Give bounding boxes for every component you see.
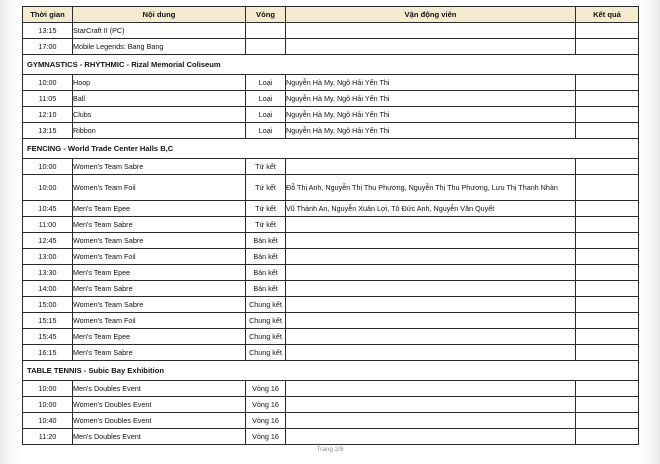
cell-round: Bán kết [246,281,286,297]
cell-round: Chung kết [246,329,286,345]
cell-result [576,107,639,123]
table-header-row [23,7,639,23]
cell-content: Women's Doubles Event [73,397,246,413]
cell-result [576,217,639,233]
cell-result [576,233,639,249]
column-header-content: Nội dung [73,7,246,23]
cell-content: Women's Team Sabre [73,233,246,249]
cell-content: Women's Team Foil [73,175,246,201]
cell-result [576,413,639,429]
cell-round: Tứ kết [246,201,286,217]
section-header-row [23,361,639,381]
cell-athlete [286,297,576,313]
cell-round: Tứ kết [246,159,286,175]
cell-athlete [286,413,576,429]
table-row [23,281,639,297]
table-row [23,413,639,429]
table-row [23,75,639,91]
page-edge-shade-right [640,0,660,464]
cell-athlete: Nguyễn Hà My, Ngô Hải Yến Thi [286,75,576,91]
cell-time: 12:45 [23,233,73,249]
cell-time: 10:00 [23,397,73,413]
cell-time: 10:00 [23,75,73,91]
cell-athlete [286,233,576,249]
cell-athlete [286,265,576,281]
cell-athlete [286,381,576,397]
cell-result [576,381,639,397]
cell-athlete: Vũ Thành An, Nguyễn Xuân Lợi, Tô Đức Anh, Nguyễn Văn Quyết [286,201,576,217]
column-header-time: Thời gian [23,7,73,23]
cell-athlete [286,159,576,175]
cell-round: Tứ kết [246,217,286,233]
cell-athlete [286,345,576,361]
table-row [23,345,639,361]
table-row [23,297,639,313]
table-row [23,381,639,397]
cell-result [576,23,639,39]
cell-content: Men's Team Sabre [73,217,246,233]
column-header-round: Vòng [246,7,286,23]
cell-time: 10:00 [23,381,73,397]
cell-athlete [286,39,576,55]
cell-round: Loại [246,91,286,107]
cell-time: 15:00 [23,297,73,313]
table-row [23,201,639,217]
table-row [23,39,639,55]
cell-result [576,91,639,107]
cell-result [576,123,639,139]
cell-content: StarCraft II (PC) [73,23,246,39]
table-row [23,249,639,265]
cell-result [576,159,639,175]
cell-time: 14:00 [23,281,73,297]
cell-time: 17:00 [23,39,73,55]
schedule-sheet [22,6,638,445]
table-row [23,265,639,281]
cell-content: Ball [73,91,246,107]
cell-athlete [286,23,576,39]
cell-result [576,329,639,345]
cell-result [576,297,639,313]
cell-athlete: Nguyễn Hà My, Ngô Hải Yến Thi [286,91,576,107]
cell-round: Loại [246,123,286,139]
cell-content: Men's Team Sabre [73,345,246,361]
cell-time: 10:00 [23,175,73,201]
cell-content: Men's Team Epee [73,265,246,281]
cell-result [576,39,639,55]
schedule-table [22,6,639,445]
section-header-title: FENCING - World Trade Center Halls B,C [23,139,639,159]
cell-result [576,313,639,329]
cell-content: Women's Team Foil [73,313,246,329]
cell-result [576,201,639,217]
table-row [23,429,639,445]
table-body [23,23,639,445]
cell-time: 13:00 [23,249,73,265]
cell-content: Women's Team Foil [73,249,246,265]
cell-content: Men's Team Epee [73,329,246,345]
table-row [23,159,639,175]
cell-result [576,429,639,445]
cell-time: 11:20 [23,429,73,445]
cell-result [576,397,639,413]
cell-round: Tứ kết [246,175,286,201]
cell-round: Vòng 16 [246,397,286,413]
cell-athlete: Đỗ Thị Anh, Nguyễn Thị Thu Phương, Nguyễn Thị Thu Phương, Lưu Thị Thanh Nhàn [286,175,576,201]
cell-round: Vòng 16 [246,429,286,445]
cell-result [576,75,639,91]
cell-time: 11:05 [23,91,73,107]
cell-athlete [286,217,576,233]
cell-result [576,281,639,297]
cell-result [576,345,639,361]
table-header [23,7,639,23]
cell-result [576,249,639,265]
cell-athlete: Nguyễn Hà My, Ngô Hải Yến Thi [286,123,576,139]
cell-athlete [286,397,576,413]
table-row [23,397,639,413]
table-row [23,329,639,345]
cell-result [576,175,639,201]
cell-content: Women's Team Sabre [73,297,246,313]
table-row [23,175,639,201]
cell-time: 13:15 [23,23,73,39]
table-row [23,313,639,329]
cell-content: Hoop [73,75,246,91]
table-row [23,233,639,249]
column-header-athlete: Vận động viên [286,7,576,23]
cell-time: 13:15 [23,123,73,139]
section-header-title: GYMNASTICS - RHYTHMIC - Rizal Memorial Coliseum [23,55,639,75]
cell-time: 12:10 [23,107,73,123]
cell-round: Loại [246,107,286,123]
cell-content: Women's Team Sabre [73,159,246,175]
page-edge-shade-left [0,0,20,464]
cell-round [246,39,286,55]
table-row [23,217,639,233]
cell-time: 16:15 [23,345,73,361]
page-number-footer: Trang 2/8 [316,446,344,453]
cell-athlete [286,429,576,445]
cell-time: 10:45 [23,201,73,217]
table-row [23,23,639,39]
section-header-row [23,55,639,75]
cell-time: 13:30 [23,265,73,281]
cell-athlete [286,313,576,329]
cell-content: Mobile Legends: Bang Bang [73,39,246,55]
cell-content: Clubs [73,107,246,123]
cell-round: Chung kết [246,313,286,329]
cell-content: Men's Doubles Event [73,429,246,445]
cell-content: Men's Doubles Event [73,381,246,397]
cell-athlete [286,281,576,297]
cell-time: 15:45 [23,329,73,345]
cell-content: Women's Doubles Event [73,413,246,429]
cell-time: 15:15 [23,313,73,329]
cell-round [246,23,286,39]
table-row [23,107,639,123]
cell-result [576,265,639,281]
cell-athlete [286,329,576,345]
cell-time: 11:00 [23,217,73,233]
cell-round: Bán kết [246,265,286,281]
cell-round: Loại [246,75,286,91]
section-header-row [23,139,639,159]
cell-round: Vòng 16 [246,381,286,397]
table-row [23,123,639,139]
column-header-result: Kết quả [576,7,639,23]
cell-athlete [286,249,576,265]
cell-athlete: Nguyễn Hà My, Ngô Hải Yến Thi [286,107,576,123]
cell-round: Vòng 16 [246,413,286,429]
cell-round: Chung kết [246,297,286,313]
cell-content: Men's Team Sabre [73,281,246,297]
cell-content: Ribbon [73,123,246,139]
cell-time: 10:00 [23,159,73,175]
section-header-title: TABLE TENNIS - Subic Bay Exhibition [23,361,639,381]
cell-content: Men's Team Epee [73,201,246,217]
cell-round: Bán kết [246,249,286,265]
cell-time: 10:40 [23,413,73,429]
table-row [23,91,639,107]
cell-round: Bán kết [246,233,286,249]
cell-round: Chung kết [246,345,286,361]
